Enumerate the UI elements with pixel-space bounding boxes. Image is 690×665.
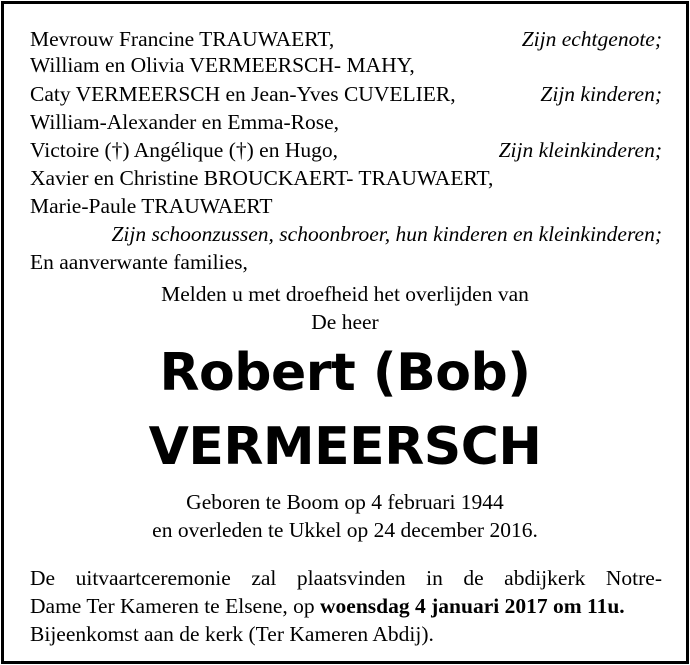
families-line [30,249,662,275]
mourner-line [30,165,662,191]
mourner-name: Marie-Paule TRAUWAERT [30,194,273,218]
mourner-name: William en Olivia VERMEERSCH- MAHY, [30,53,415,77]
mourner-name: Caty VERMEERSCH en Jean-Yves CUVELIER, [30,82,456,106]
title-line: De heer [311,310,379,334]
birth-line: Geboren te Boom op 4 februari 1944 [186,490,504,514]
mourner-line [30,52,662,78]
ceremony-text-1: De uitvaartceremonie zal plaatsvinden in de abdijkerk Notre- [30,566,662,590]
deceased-last-name: VERMEERSCH [148,417,542,477]
ceremony-date-time: woensdag 4 januari 2017 om 11u. [320,594,625,618]
ceremony-line-1 [30,564,662,592]
mourner-line [30,26,662,52]
in-laws-text: Zijn schoonzussen, schoonbroer, hun kinderen en kleinkinderen; [111,222,662,246]
families-text: En aanverwante families, [30,250,248,274]
mourner-line [30,193,662,219]
mourner-line [30,109,662,135]
deceased-first-name: Robert (Bob) [159,343,531,403]
in-laws-line [30,221,662,247]
death-line: en overleden te Ukkel op 24 december 2016. [152,518,538,542]
mourner-relation: Zijn kinderen; [540,82,662,106]
mourner-relation: Zijn echtgenote; [521,27,662,51]
mourner-name: Xavier en Christine BROUCKAERT- TRAUWAERT, [30,166,494,190]
announce-line: Melden u met droefheid het overlijden van [161,282,529,306]
mourner-relation: Zijn kleinkinderen; [498,138,662,162]
death-notice-card [1,1,689,664]
mourner-line [30,137,662,163]
mourner-name: William-Alexander en Emma-Rose, [30,110,339,134]
mourner-name: Mevrouw Francine TRAUWAERT, [30,27,335,51]
ceremony-line-2 [30,592,662,620]
ceremony-text-2: Dame Ter Kameren te Elsene, op [30,594,315,618]
ceremony-line-3: Bijeenkomst aan de kerk (Ter Kameren Abdij). [30,622,434,646]
mourner-name: Victoire (†) Angélique (†) en Hugo, [30,138,338,162]
mourner-line [30,81,662,107]
